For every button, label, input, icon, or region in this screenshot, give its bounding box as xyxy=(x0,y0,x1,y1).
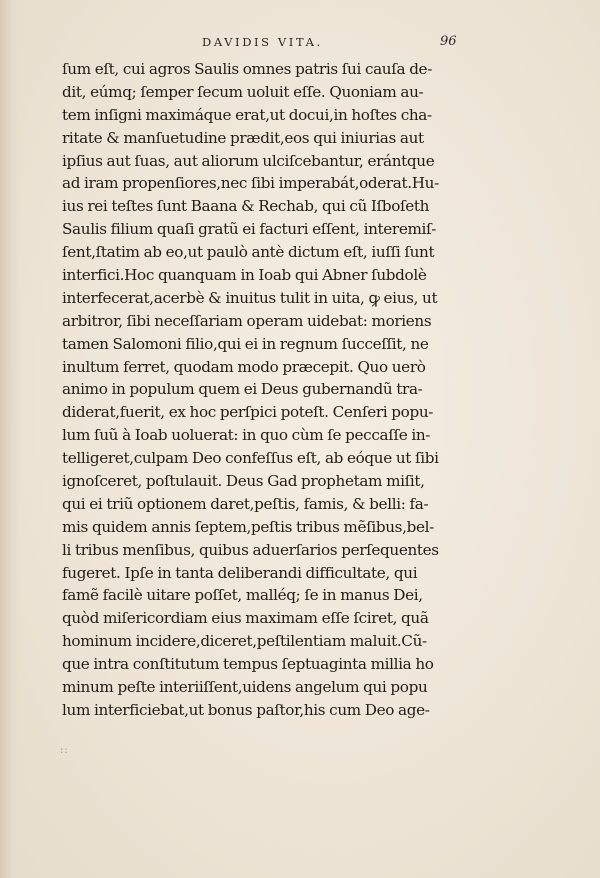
text-line: lum interficiebat,ut bonus paſtor,his cum Deo age- xyxy=(62,700,430,719)
bleed-through-mark: :: xyxy=(60,745,69,756)
text-line: minum peſte interiiſſent,uidens angelum qui popu xyxy=(62,678,428,697)
text-line: qui ei triũ optionem daret,peſtis, famis, & belli: fa- xyxy=(62,494,429,513)
text-line: fugeret. Ipſe in tanta deliberandi difficultate, qui xyxy=(62,563,418,582)
text-line: lum ſuũ à Ioab uoluerat: in quo cùm ſe peccaſſe in- xyxy=(62,426,431,445)
text-line: quòd miſericordiam eius maximam eſſe ſciret, quã xyxy=(62,609,429,628)
text-line: telligeret,culpam Deo confeſſus eſt, ab eóque ut ſibi xyxy=(62,449,439,468)
text-line: ſum eſt, cui agros Saulis omnes patris ſui cauſa de- xyxy=(62,60,432,78)
text-line: tamen Salomoni filio,qui ei in regnum ſucceſſit, ne xyxy=(62,334,429,353)
text-line: dit, eúmq; ſemper ſecum uoluit eſſe. Quoniam au- xyxy=(62,82,424,101)
text-line: arbitror, ſibi neceſſariam operam uidebat: moriens xyxy=(62,311,432,330)
text-line: hominum incidere,diceret,peſtilentiam maluit.Cũ- xyxy=(62,632,427,651)
text-line: ad iram propenſiores,nec ſibi imperabát,oderat.Hu- xyxy=(62,174,439,193)
text-line: inultum ferret, quodam modo præcepit. Quo uerò xyxy=(62,357,426,376)
text-line: ius rei teſtes ſunt Baana & Rechab, qui cũ Iſboſeth xyxy=(62,197,430,216)
text-line: tem inſigni maximáque erat,ut docui,in hoſtes cha- xyxy=(62,105,432,124)
text-line: interfici.Hoc quanquam in Ioab qui Abner ſubdolè xyxy=(62,266,427,285)
body-text xyxy=(62,58,462,722)
text-line: ritate & manſuetudine prædit,eos qui iniurias aut xyxy=(62,128,424,147)
text-line: animo in populum quem ei Deus gubernandũ tra- xyxy=(62,380,423,399)
running-head: DAVIDIS VITA. xyxy=(202,35,323,49)
text-line: Saulis filium quaſi gratũ ei facturi eſſent, interemiſ- xyxy=(62,220,437,239)
text-line: que intra conſtitutum tempus ſeptuaginta millia ho xyxy=(62,655,434,674)
text-line: diderat,fuerit, ex hoc perſpici poteſt. Cenſeri popu- xyxy=(62,403,434,422)
text-line: mis quidem annis ſeptem,peſtis tribus mẽſibus,bel- xyxy=(62,517,434,536)
text-line: ipſius aut ſuas, aut aliorum ulciſcebantur, erántque xyxy=(62,151,435,170)
text-line: famẽ facilè uitare poſſet, malléq; ſe in manus Dei, xyxy=(62,586,423,605)
page-gutter-shadow xyxy=(0,0,22,878)
page-number: 96 xyxy=(440,34,457,49)
text-line: ſent,ſtatim ab eo,ut paulò antè dictum eſt, iuſſi ſunt xyxy=(62,243,435,262)
text-line: li tribus menſibus, quibus aduerſarios perſequentes xyxy=(62,540,439,559)
text-line: interfecerat,acerbè & inuitus tulit in uita, ꝙ eius, ut xyxy=(62,288,438,307)
text-line: ignoſceret, poſtulauit. Deus Gad prophetam miſit, xyxy=(62,472,425,491)
